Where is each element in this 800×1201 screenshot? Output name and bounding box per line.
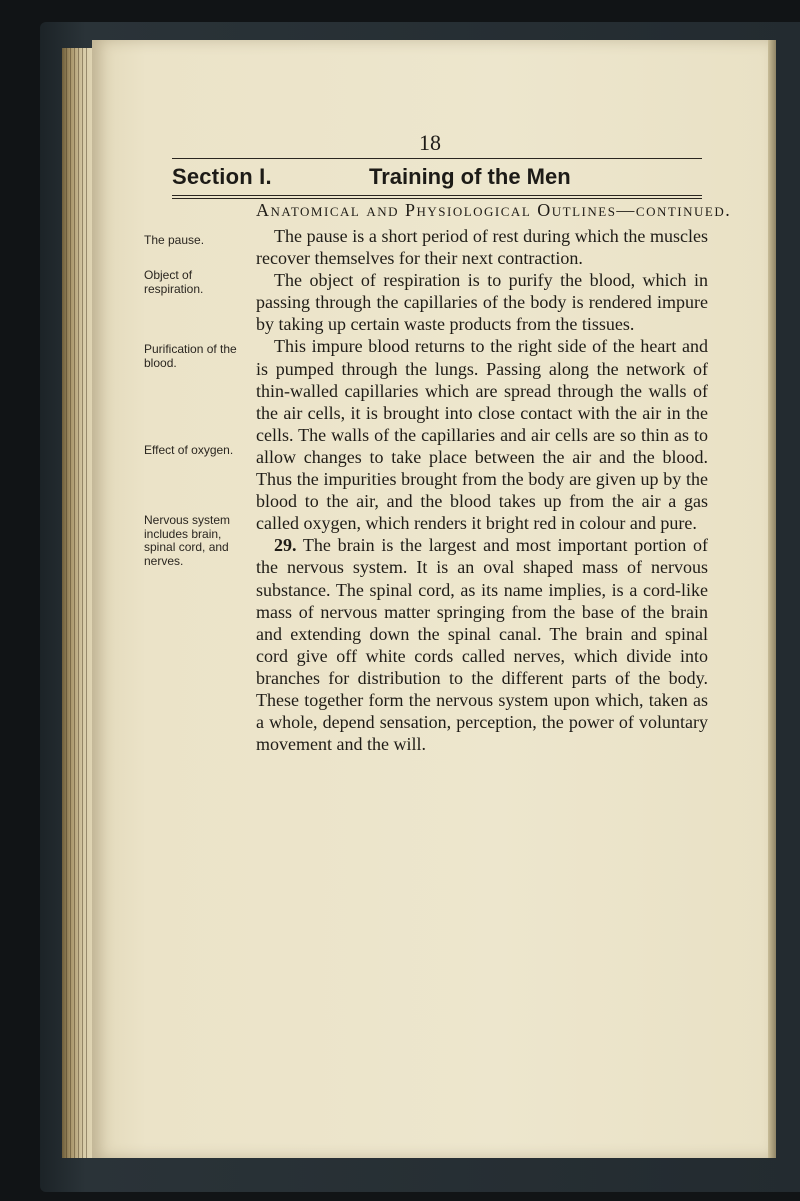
paragraph-purification: This impure blood returns to the right side of the heart and is pumped through the lungs. Passing along the network of thin-walled capillaries which are spread through the walls of the air cells, it is brought into close contact with the air in the cells. The walls of the capillaries and air cells are so thin as to allow changes to take place between the air and the blood. Thus the impurities brought from the body are given up by the blood to the air, and the blood takes up from the air a gas called oxygen, which renders it bright red in colour and pure. [256,336,708,534]
subheading: Anatomical and Physiological Outlines—continued. [256,200,732,220]
paragraph-29-text: The brain is the largest and most important portion of the nervous system. It is an oval shaped mass of nervous substance. The spinal cord, as its name implies, is a cord-like mass of nervous matter springing from the base of the brain and extending down the spinal canal. The brain and spinal cord give off white cords called nerves, which divide into branches for distribution to the different parts of the body. These together form the nervous system upon which, taken as a whole, depend sensation, perception, the power of voluntary movement and the will. [256,535,708,755]
section-label: Section I. [172,164,272,189]
header-rule-top [172,158,702,159]
section-title: Training of the Men [369,164,571,189]
header-rule-bottom-double [172,198,702,199]
book-page [92,40,768,1158]
paragraph-29 [256,534,708,755]
page-right-edge [768,40,776,1158]
margin-note-respiration: Object of respiration. [144,268,204,296]
page-stack-lines [66,48,90,1158]
paragraph-respiration: The object of respiration is to purify the blood, which in passing through the capillaries of the body is rendered impure by taking up certain waste products from the tissues. [256,270,708,335]
margin-note-purification: Purification of the blood. [144,342,237,370]
paragraph-pause: The pause is a short period of rest during which the muscles recover themselves for their next contraction. [256,226,708,269]
header-rule-bottom [172,195,702,196]
paragraph-number: 29. [274,535,297,556]
margin-note-oxygen: Effect of oxygen. [144,443,234,457]
margin-note-pause: The pause. [144,233,205,247]
body-text [256,225,708,755]
page-number: 18 [419,130,441,155]
margin-note-nervous-system: Nervous system includes brain, spinal cord, and nerves. [144,513,231,568]
